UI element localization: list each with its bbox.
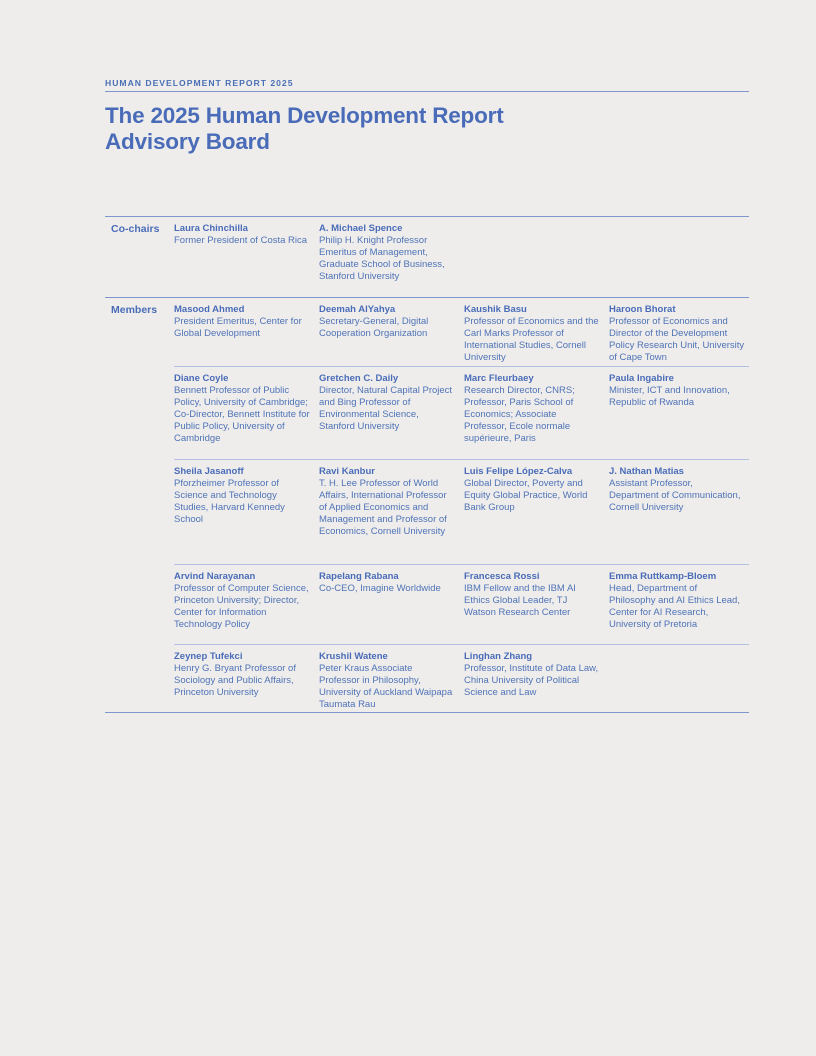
member-entry bbox=[464, 571, 600, 619]
table-rule-bottom bbox=[105, 712, 749, 713]
person-affiliation: IBM Fellow and the IBM AI Ethics Global Leader, TJ Watson Research Center bbox=[464, 583, 576, 618]
member-entry bbox=[319, 466, 455, 538]
person-name: Deemah AlYahya bbox=[319, 304, 396, 315]
person-name: Francesca Rossi bbox=[464, 571, 540, 582]
member-entry bbox=[319, 571, 455, 595]
person-affiliation: Head, Department of Philosophy and AI Ethics Lead, Center for AI Research, University of Pretoria bbox=[609, 583, 740, 630]
person-affiliation: President Emeritus, Center for Global Development bbox=[174, 316, 302, 339]
member-entry bbox=[174, 304, 310, 340]
person-affiliation: Professor of Economics and Director of the Development Policy Research Unit, University of Cape Town bbox=[609, 316, 745, 363]
person-name: Luis Felipe López-Calva bbox=[464, 466, 573, 477]
cochairs-group bbox=[105, 217, 749, 297]
person-name: Haroon Bhorat bbox=[609, 304, 676, 315]
advisory-board-table bbox=[105, 216, 749, 713]
member-entry bbox=[464, 373, 600, 445]
person-affiliation: Henry G. Bryant Professor of Sociology and Public Affairs, Princeton University bbox=[174, 663, 296, 698]
member-entry bbox=[319, 373, 455, 433]
person-name: J. Nathan Matias bbox=[609, 466, 684, 477]
person-affiliation: Bennett Professor of Public Policy, University of Cambridge; Co-Director, Bennett Institute for Public Policy, University of Cambridge bbox=[174, 385, 310, 444]
person-name: Emma Ruttkamp-Bloem bbox=[609, 571, 717, 582]
member-entry bbox=[464, 304, 600, 364]
members-row bbox=[105, 645, 749, 712]
person-name: Krushil Watene bbox=[319, 651, 388, 662]
person-name: Rapelang Rabana bbox=[319, 571, 399, 582]
person-name: Arvind Narayanan bbox=[174, 571, 256, 582]
person-affiliation: Former President of Costa Rica bbox=[174, 235, 308, 246]
person-affiliation: Secretary-General, Digital Cooperation Organization bbox=[319, 316, 429, 339]
person-affiliation: Professor of Computer Science, Princeton University; Director, Center for Information Technology Policy bbox=[174, 583, 309, 630]
title-line-2: Advisory Board bbox=[105, 129, 270, 154]
members-row bbox=[105, 367, 749, 459]
cochair-entry bbox=[174, 223, 310, 247]
person-name: Paula Ingabire bbox=[609, 373, 674, 384]
members-label: Members bbox=[111, 304, 158, 316]
member-entry bbox=[174, 651, 310, 699]
member-entry bbox=[609, 373, 745, 409]
members-group bbox=[105, 298, 749, 712]
person-name: Sheila Jasanoff bbox=[174, 466, 244, 477]
member-entry bbox=[609, 571, 745, 631]
person-affiliation: Assistant Professor, Department of Communication, Cornell University bbox=[609, 478, 741, 513]
person-name: Laura Chinchilla bbox=[174, 223, 248, 234]
members-row bbox=[105, 565, 749, 644]
person-affiliation: Professor of Economics and the Carl Marks Professor of International Studies, Cornell University bbox=[464, 316, 599, 363]
report-kicker: HUMAN DEVELOPMENT REPORT 2025 bbox=[105, 78, 294, 88]
cochairs-label: Co-chairs bbox=[111, 223, 160, 235]
person-affiliation: Minister, ICT and Innovation, Republic of Rwanda bbox=[609, 385, 730, 408]
person-affiliation: T. H. Lee Professor of World Affairs, International Professor of Applied Economics and Management and Professor of Economics, Cornell University bbox=[319, 478, 447, 537]
person-name: Masood Ahmed bbox=[174, 304, 245, 315]
member-entry bbox=[609, 466, 745, 514]
person-affiliation: Pforzheimer Professor of Science and Technology Studies, Harvard Kennedy School bbox=[174, 478, 285, 525]
person-affiliation: Global Director, Poverty and Equity Global Practice, World Bank Group bbox=[464, 478, 588, 513]
person-name: Kaushik Basu bbox=[464, 304, 527, 315]
title-line-1: The 2025 Human Development Report bbox=[105, 103, 504, 128]
member-entry bbox=[319, 304, 455, 340]
person-name: Marc Fleurbaey bbox=[464, 373, 534, 384]
person-name: Gretchen C. Daily bbox=[319, 373, 399, 384]
person-name: Ravi Kanbur bbox=[319, 466, 375, 477]
person-name: Zeynep Tufekci bbox=[174, 651, 243, 662]
member-entry bbox=[464, 466, 600, 514]
member-entry bbox=[464, 651, 600, 699]
person-affiliation: Professor, Institute of Data Law, China University of Political Science and Law bbox=[464, 663, 599, 698]
person-affiliation: Co-CEO, Imagine Worldwide bbox=[319, 583, 441, 594]
member-entry bbox=[319, 651, 455, 711]
person-affiliation: Philip H. Knight Professor Emeritus of Management, Graduate School of Business, Stanford University bbox=[319, 235, 445, 282]
members-row bbox=[105, 460, 749, 564]
member-entry bbox=[174, 373, 310, 445]
member-entry bbox=[609, 304, 745, 364]
page-title bbox=[105, 103, 705, 155]
members-row bbox=[105, 298, 749, 366]
member-entry bbox=[174, 466, 310, 526]
person-name: Linghan Zhang bbox=[464, 651, 533, 662]
person-name: A. Michael Spence bbox=[319, 223, 403, 234]
person-affiliation: Research Director, CNRS; Professor, Paris School of Economics; Associate Professor, Ecole normale supérieure, Paris bbox=[464, 385, 575, 444]
header-rule bbox=[105, 91, 749, 92]
person-affiliation: Director, Natural Capital Project and Bing Professor of Environmental Science, Stanford University bbox=[319, 385, 453, 432]
member-entry bbox=[174, 571, 310, 631]
cochair-entry bbox=[319, 223, 455, 283]
person-affiliation: Peter Kraus Associate Professor in Philosophy, University of Auckland Waipapa Taumata Rau bbox=[319, 663, 453, 710]
person-name: Diane Coyle bbox=[174, 373, 229, 384]
